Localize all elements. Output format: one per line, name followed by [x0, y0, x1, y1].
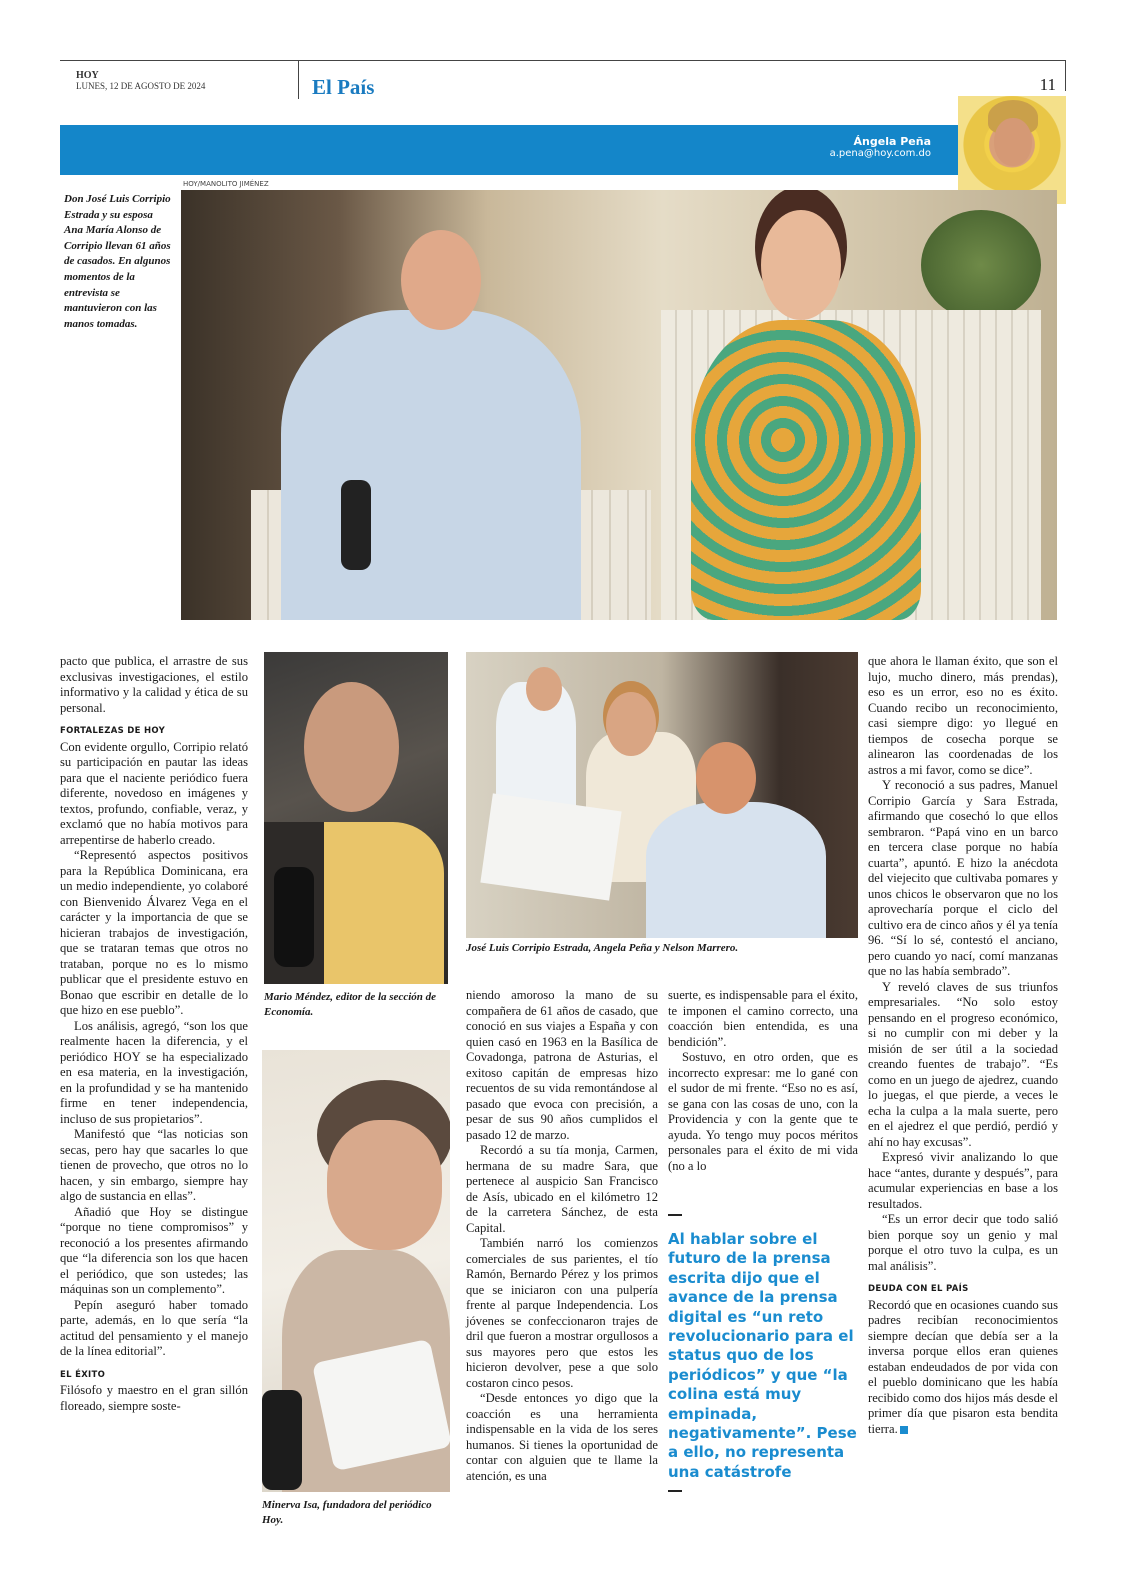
article-column-5: [868, 654, 1058, 1437]
paragraph: que ahora le llaman éxito, que son el lujo, mucho dinero, más prendas), eso es un error, eso no es éxito. Cuando recibo un reconocimiento, casi siempre digo: yo llegué en tiempos de cosecha porque se alinearon las coordenadas de los astros a mi favor, como se dice”.: [868, 654, 1058, 777]
author-photo: [958, 96, 1066, 204]
main-photo: [181, 190, 1057, 620]
paragraph: “Es un error decir que todo salió bien porque soy un genio y mal porque el otro tuvo la culpa, es un mal análisis”.: [868, 1212, 1058, 1273]
paragraph: Manifestó que “las noticias son secas, pero hay que sacarles lo que tienen de provecho, que otros no lo hacen, y sin embargo, siempre hay algo de sustancia en ellas”.: [60, 1127, 248, 1203]
photo-credit: HOY/MANOLITO JIMÉNEZ: [183, 180, 269, 188]
page-number: 11: [1039, 75, 1056, 94]
paragraph-final: [868, 1298, 1058, 1438]
article-column-3: [466, 988, 658, 1484]
paragraph: Añadió que Hoy se distingue “porque no tiene compromisos” y reconoció a los presentes afirmando que “la diferencia son los que hacen el periódico, que son ustedes; las máquinas son un complemento”.: [60, 1204, 248, 1296]
author-email: a.pena@hoy.com.do: [829, 148, 931, 159]
subheading: FORTALEZAS DE HOY: [60, 726, 166, 736]
mario-photo-caption: Mario Méndez, editor de la sección de Economía.: [264, 991, 437, 1018]
masthead: [60, 60, 1066, 98]
paragraph: Filósofo y maestro en el gran sillón floreado, siempre soste-: [60, 1383, 248, 1413]
paragraph: Pepín aseguró haber tomado parte, además, en lo que sería “la actitud del pensamiento y el manejo de la línea editorial”.: [60, 1297, 248, 1358]
paragraph: Los análisis, agregó, “son los que realmente hacen la diferencia, y el periódico HOY se ha especializado en esa materia, en la investigación, en la profundidad y se ha mantenido firme en tener independencia, incluso de sus propietarios”.: [60, 1018, 248, 1126]
subheading: EL ÉXITO: [60, 1369, 106, 1380]
subheading: DEUDA CON EL PAÍS: [868, 1284, 969, 1294]
paragraph: Sostuvo, en otro orden, que es incorrecto expresar: me lo gané con el sudor de mi frente. “Eso no es así, se gana con las cosas de uno, con la Providencia y con la gente que te ayuda. Yo tengo muy pocos méritos personales para el éxito de mi vida (no a lo: [668, 1050, 858, 1173]
paragraph: niendo amoroso la mano de su compañera de 61 años de casado, que conoció en sus viajes a España y con quien casó en 1963 en la Basílica de Covadonga, patrona de Asturias, el exitoso capitán de empresas hizo recuentos de su vida remontándose al pasado que evoca con precisión, a pesar de sus 90 años cumplidos el pasado 12 de marzo.: [466, 988, 658, 1142]
group-photo-caption: José Luis Corripio Estrada, Angela Peña y Nelson Marrero.: [466, 942, 739, 954]
paragraph: “Desde entonces yo digo que la coacción es una herramienta indispensable en la vida de los seres humanos. Si tienes la oportunidad de contar con alguien que te llame la atención, es una: [466, 1391, 658, 1483]
paragraph: suerte, es indispensable para el éxito, te imponen el camino correcto, una coacción bien entendida, es una bendición”.: [668, 988, 858, 1049]
byline-bar: [60, 125, 1066, 175]
section-title: El País: [312, 75, 375, 99]
pull-quote-rule: [668, 1214, 682, 1216]
article-column-1: [60, 654, 248, 1414]
pull-quote: [668, 1214, 858, 1492]
article-column-4: [668, 988, 858, 1174]
masthead-divider: [298, 61, 299, 99]
masthead-right-divider: [1065, 61, 1066, 91]
byline: [830, 135, 931, 159]
group-photo: [466, 652, 858, 938]
pull-quote-rule: [668, 1490, 682, 1492]
paragraph: “Representó aspectos positivos para la República Dominicana, era un medio independiente, yo colaboré con Bienvenido Álvarez Vega en el carácter y la importancia de que se hicieran trabajos de investigación, que se trataran temas que otros no trataban, porque no es lo mismo publicar que el presidente estuvo en Bonao que escribir en detalle de lo que hizo en ese pueblo”.: [60, 848, 248, 1017]
mario-mendez-photo: [264, 652, 448, 984]
paragraph: Recordó a su tía monja, Carmen, hermana de su madre Sara, que pertenece al auspicio San Francisco de Asís, ubicado en el kilómetro 12 de la carretera Sánchez, de esta Capital.: [466, 1143, 658, 1235]
publication-name: HOY: [76, 70, 99, 81]
paragraph: Con evidente orgullo, Corripio relató su participación en pautar las ideas para que el naciente periódico fuera diferente, novedoso en imágenes y textos, profundo, confiable, veraz, y exclamó que no había motivos para arrepentirse de haberlo creado.: [60, 739, 248, 847]
paragraph-final-text: Recordó que en ocasiones cuando sus padres recibían reconocimientos siempre decían que debía ser a la inversa porque ellos eran quienes estaban endeudados de por vida con el pueblo dominicano que les había recibido como dos hijos más desde el primer día que pisaron esta bendita tierra.: [868, 1297, 1058, 1436]
paragraph: También narró los comienzos comerciales de sus parientes, el tío Ramón, Bernardo Pérez y los primos que se iniciaron con una pulpería frente al parque Independencia. Los jóvenes se confeccionaron trajes de dril que fueron a mostrar orgullosos a sus mayores pero que estos les hicieron devolver, pese a que solo costaron cinco pesos.: [466, 1236, 658, 1390]
paragraph: Y reconoció a sus padres, Manuel Corripio García y Sara Estrada, afirmando que cosechó lo que ellos sembraron. “Papá vino en un barco en tercera clase porque no había cuarta”, apuntó. E hizo la anécdota del viejecito que cultivaba pomares y unos chicos le observaron que no los aprovecharía porque el ciclo del cultivo era de cinco años y él ya tenía 96. “Sí lo sé, contestó el anciano, pero cuando yo nací, comí manzanas que no las había sembrado”.: [868, 778, 1058, 978]
pull-quote-text: Al hablar sobre el futuro de la prensa escrita dijo que el avance de la prensa digital es “un reto revolucionario para el status quo de los periódicos” y que “la colina está muy empinada, negativamente”. Pese a ello, no representa una catástrofe: [668, 1230, 857, 1481]
paragraph: Y reveló claves de sus triunfos empresariales. “No solo estoy pensando en el progreso económico, si no cumplir con mi deber y la misión de ser útil a la sociedad creando fuentes de trabajo”. “Es como en un juego de ajedrez, cuando lo juegas, el que pierde, a veces le echa la culpa a la mala suerte, pero en el ajedrez el que perdió, perdió y ahí no hay excusas”.: [868, 979, 1058, 1149]
minerva-photo-caption: Minerva Isa, fundadora del periódico Hoy.: [262, 1499, 432, 1526]
publication-date: LUNES, 12 DE AGOSTO DE 2024: [76, 81, 206, 91]
end-mark-icon: [900, 1426, 908, 1434]
author-name: Ángela Peña: [853, 135, 931, 148]
paragraph: pacto que publica, el arrastre de sus exclusivas investigaciones, el estilo informativo y la calidad y ética de su personal.: [60, 654, 248, 715]
minerva-isa-photo: [262, 1050, 450, 1492]
main-photo-caption: Don José Luis Corripio Estrada y su esposa Ana María Alonso de Corripio llevan 61 años de casados. En algunos momentos de la entrevista se mantuvieron con las manos tomadas.: [64, 193, 171, 330]
paragraph: Expresó vivir analizando lo que hace “antes, durante y después”, para acumular experiencias en base a los resultados.: [868, 1150, 1058, 1211]
publication-info: [76, 71, 205, 91]
